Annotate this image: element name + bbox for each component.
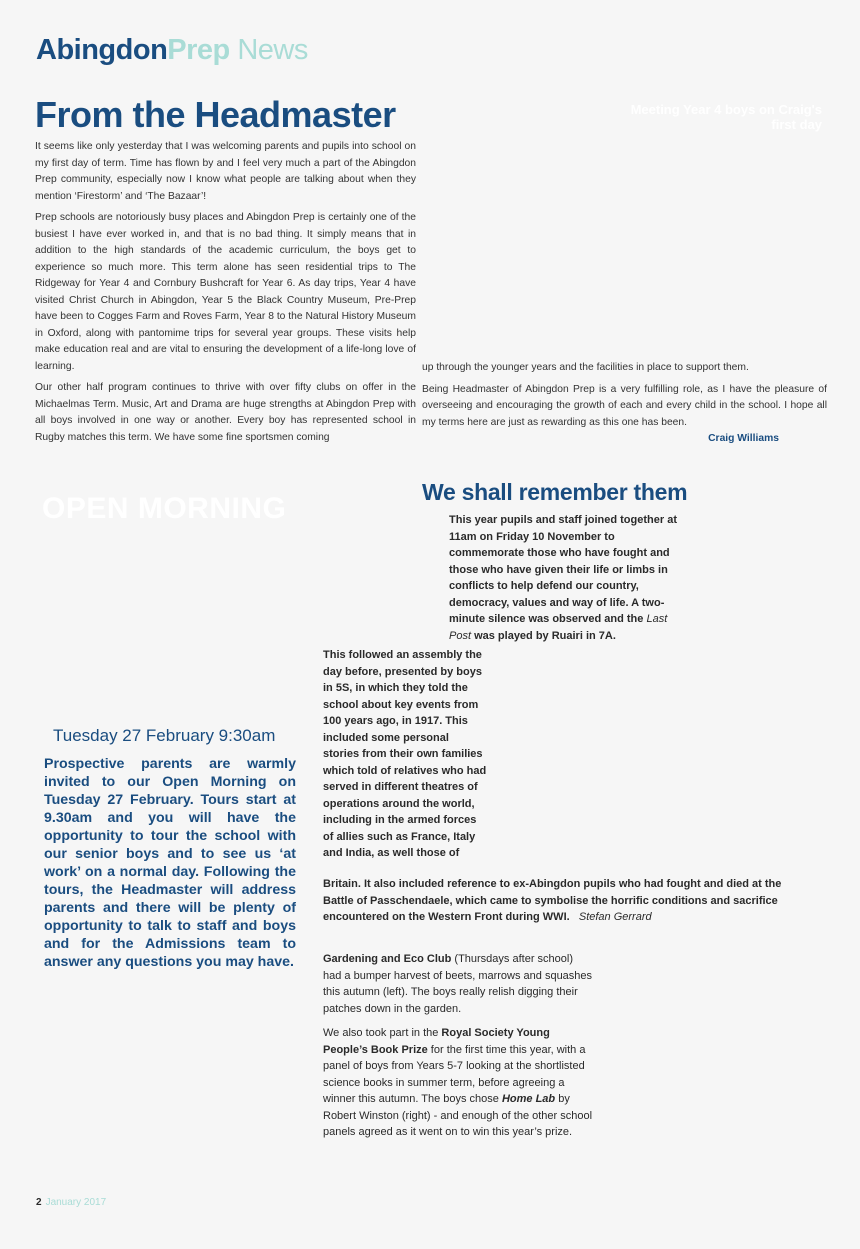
headmaster-column-1 (35, 139, 416, 451)
footer-month: January 2017 (45, 1197, 107, 1208)
remember-title: We shall remember them (422, 479, 688, 505)
book-prize-text-c: by Robert Winston (right) - and enough of the other school panels agreed as it went on to win this year’s prize. (323, 1093, 593, 1138)
masthead (36, 36, 308, 65)
remember-para-1 (449, 512, 684, 644)
book-prize-text-a: We also took part in the (323, 1027, 442, 1039)
remember-para-3 (323, 876, 803, 926)
book-prize-name: Royal Society Young People’s Book Prize (323, 1027, 550, 1056)
gardening-club-name: Gardening and Eco Club (323, 953, 452, 965)
open-morning-date: Tuesday 27 February 9:30am (53, 726, 276, 745)
last-post-italic: Last Post (449, 613, 668, 642)
home-lab-title: Home Lab (501, 1093, 556, 1105)
photo-caption: Meeting Year 4 boys on Craig's first day (630, 102, 822, 132)
remember-text-1a: This year pupils and staff joined together at 11am on Friday 10 November to commemorate those who have fought and those who have given their life or limbs in conflicts to help defend our country, democracy, values and way of life. A two-minute silence was observed and the (449, 514, 677, 625)
headmaster-para-1: It seems like only yesterday that I was welcoming parents and pupils into school on my first day of term. Time has flown by and I feel very much a part of the Abingdon Prep community, especially now I know what people are talking about when they mention ‘Firestorm’ and ‘The Bazaar’! (35, 141, 416, 202)
book-prize-text-b: for the first time this year, with a panel of boys from Years 5-7 looking at the shortlisted science books in summer term, before agreeing a winner this autumn. The boys chose (323, 1043, 586, 1105)
remember-text-3: Britain. It also included reference to ex-Abingdon pupils who had fought and died at the Battle of Passchendaele, which came to symbolise the horrific conditions and sacrifice encountered on the Western Front during WWI. (323, 878, 782, 923)
masthead-abingdon: Abingdon (36, 34, 168, 66)
headmaster-column-2 (422, 360, 827, 448)
footer (36, 1197, 106, 1208)
headmaster-para-5: Being Headmaster of Abingdon Prep is a very fulfilling role, as I have the pleasure of overseeing and encouraging the growth of each and every child in the school. I hope all my terms here are just as rewarding as this one has been. (422, 383, 827, 428)
page-number: 2 (36, 1197, 42, 1208)
book-prize-para (323, 1025, 593, 1141)
clubs-section (323, 951, 593, 1149)
remember-text-1b: was played by Ruairi in 7A. (471, 629, 616, 642)
headmaster-para-4: up through the younger years and the facilities in place to support them. (422, 362, 749, 373)
remember-author: Stefan Gerrard (578, 911, 652, 923)
open-morning-title: OPEN MORNING (42, 492, 287, 525)
gardening-text: (Thursdays after school) had a bumper harvest of beets, marrows and squashes this autumn (left). The boys really relish digging their patches down in the garden. (323, 953, 593, 1015)
open-morning-text: Prospective parents are warmly invited to our Open Morning on Tuesday 27 February. Tours start at 9.30am and you will have the opportunity to tour the school with our senior boys and to see us ‘at work’ on a normal day. Following the tours, the Headmaster will address parents and there will be plenty of opportunity to talk to staff and boys and for the Admissions team to answer any questions you may have. (44, 756, 296, 970)
headmaster-title: From the Headmaster (35, 94, 396, 135)
headmaster-para-3: Our other half program continues to thrive with over fifty clubs on offer in the Michaelmas Term. Music, Art and Drama are huge strengths at Abingdon Prep with all boys involved in one way or another. Every boy has represented school in Rugby matches this term. We have some fine sportsmen coming (35, 382, 416, 443)
headmaster-signature: Craig Williams (708, 433, 779, 444)
gardening-para (323, 951, 593, 1017)
masthead-news: News (229, 34, 308, 66)
headmaster-para-2: Prep schools are notoriously busy places and Abingdon Prep is certainly one of the busiest I have ever worked in, and that is no bad thing. It simply means that in addition to the high standards of the academic curriculum, the boys get to experience so much more. This term alone has seen residential trips to The Ridgeway for Year 4 and Cornbury Bushcraft for Year 6. As day trips, Year 4 have visited Christ Church in Abingdon, Year 5 the Black Country Museum, Pre-Prep have been to Cogges Farm and Roves Farm, Year 8 to the Natural History Museum in Oxford, along with pantomime trips for several year groups. These visits help make education real and are vital to ensuring the development of a life-long love of learning. (35, 212, 416, 372)
masthead-prep: Prep (167, 34, 230, 66)
remember-para-2: This followed an assembly the day before, presented by boys in 5S, in which they told the school about key events from 100 years ago, in 1917. This included some personal stories from their own families which told of relatives who had served in different theatres of operations around the world, including in the armed forces of allies such as France, Italy and India, as well those of (323, 649, 487, 859)
